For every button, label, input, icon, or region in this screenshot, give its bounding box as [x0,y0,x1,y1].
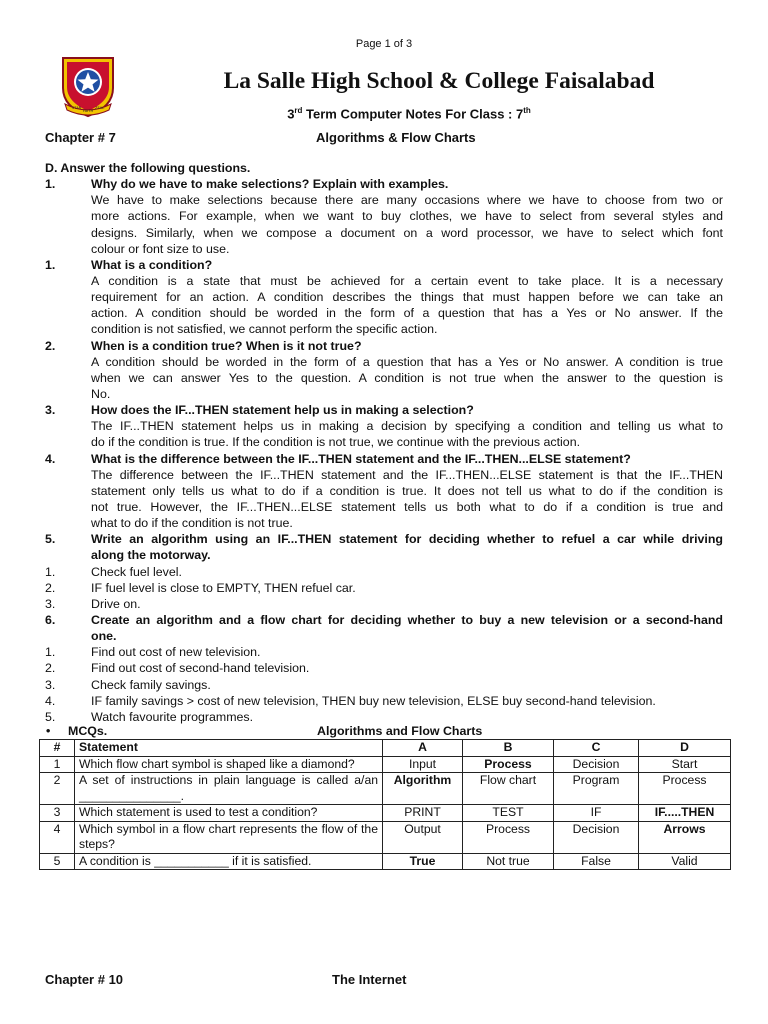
mcq-number: 3 [40,805,75,822]
text-line [45,273,723,289]
line-text: one. [91,629,117,644]
text-line [45,451,723,467]
mcq-label: MCQs. [68,724,108,738]
mcq-statement: A set of instructions in plain language is called a/an _______________. [75,773,383,805]
line-text: A condition is a state that must be achieved for a certain event to take place. It is a necessary [91,273,723,288]
mcq-heading [40,723,730,739]
line-text: IF fuel level is close to EMPTY, THEN refuel car. [91,580,356,595]
text-line [45,321,723,337]
text-line [45,483,723,499]
line-text: not true. However, the IF...THEN...ELSE statement tells us both what to do if a condition is true and [91,499,723,514]
next-chapter-number: Chapter # 10 [45,972,124,987]
table-header-cell: # [40,740,75,757]
mcq-table [39,739,731,870]
table-header-row [40,740,731,757]
table-header-cell: A [383,740,463,757]
text-line [45,499,723,515]
table-row [40,756,731,773]
line-text: The difference between the IF...THEN statement and the IF...THEN...ELSE statement is that the IF...THEN [91,467,723,482]
mcq-statement: Which symbol in a flow chart represents the flow of the steps? [75,821,383,853]
item-number: 3. [45,596,56,611]
mcq-option-d: Valid [639,853,731,870]
text-line [45,531,723,547]
line-text: when we can answer Yes to the question. A condition is not true when the answer to the question is [91,370,723,385]
line-text: Create an algorithm and a flow chart for deciding whether to buy a new television or a second-hand [91,612,723,627]
table-header-cell: D [639,740,731,757]
text-line [45,418,723,434]
text-line [45,370,723,386]
mcq-statement: Which flow chart symbol is shaped like a diamond? [75,756,383,773]
line-text: Check fuel level. [91,564,182,579]
text-line [45,628,723,644]
mcq-statement: Which statement is used to test a condition? [75,805,383,822]
line-text: Why do we have to make selections? Explain with examples. [91,177,449,192]
line-text: The IF...THEN statement helps us in making a decision by specifying a condition and telling us what to [91,419,723,434]
line-text: How does the IF...THEN statement help us in making a selection? [91,403,474,418]
text-line [45,693,723,709]
mcq-option-b: TEST [463,805,554,822]
mcq-number: 4 [40,821,75,853]
text-line [45,644,723,660]
line-text: Find out cost of second-hand television. [91,661,310,676]
item-number: 4. [45,693,56,708]
text-line [45,515,723,531]
mcq-option-a: Algorithm [383,773,463,805]
line-text: condition is not satisfied, we cannot perform the specific action. [91,322,438,337]
mcq-option-d: IF.....THEN [639,805,731,822]
item-number: 2. [45,661,56,676]
text-line [45,176,723,192]
text-line [45,225,723,241]
line-text: No. [91,386,111,401]
table-row [40,821,731,853]
item-number: 1. [45,564,56,579]
item-number: 1. [45,177,56,192]
question-lines [45,176,723,725]
item-number: 1. [45,257,56,272]
mcq-title: Algorithms and Flow Charts [317,724,483,738]
mcq-option-b: Not true [463,853,554,870]
mcq-number: 1 [40,756,75,773]
mcq-number: 5 [40,853,75,870]
svg-text:ZEAL: ZEAL [95,106,105,110]
line-text: Find out cost of new television. [91,645,261,660]
line-text: What is a condition? [91,257,213,272]
line-text: Write an algorithm using an IF...THEN statement for deciding whether to refuel a car while driving [91,532,723,547]
item-number: 5. [45,709,56,724]
line-text: What is the difference between the IF...THEN statement and the IF...THEN...ELSE statement? [91,451,631,466]
text-line [45,257,723,273]
line-text: A condition should be worded in the form of a question that has a Yes or No answer. A condition is true [91,354,723,369]
table-row [40,773,731,805]
mcq-option-d: Process [639,773,731,805]
text-line [45,677,723,693]
line-text: Drive on. [91,596,141,611]
text-line [45,580,723,596]
table-row [40,805,731,822]
mcq-option-c: IF [554,805,639,822]
line-text: what to do if the condition is not true. [91,516,293,531]
chapter-title: Algorithms & Flow Charts [316,130,476,145]
table-header-cell: C [554,740,639,757]
bullet-icon: • [46,724,51,738]
line-text: colour or font size to use. [91,241,230,256]
item-number: 2. [45,580,56,595]
text-line [45,289,723,305]
text-line [45,305,723,321]
next-chapter-title: The Internet [332,972,407,987]
line-text: We have to make selections because there are many occasions where we have to choose from two or [91,193,723,208]
item-number: 6. [45,612,56,627]
mcq-option-d: Start [639,756,731,773]
mcq-option-b: Process [463,756,554,773]
mcq-option-d: Arrows [639,821,731,853]
chapter-number: Chapter # 7 [45,130,116,145]
table-row [40,853,731,870]
svg-text:FAITH: FAITH [83,109,94,113]
text-line [45,564,723,580]
section-heading: D. Answer the following questions. [45,161,251,175]
line-text: action. A condition should be worded in the form of a question that has a Yes or No answer. If the [91,306,723,321]
mcq-option-a: Input [383,756,463,773]
text-line [45,596,723,612]
mcq-option-a: True [383,853,463,870]
line-text: IF family savings > cost of new television, THEN buy new television, ELSE buy second-hand television. [91,693,656,708]
mcq-option-c: False [554,853,639,870]
item-number: 1. [45,645,56,660]
line-text: Watch favourite programmes. [91,709,254,724]
text-line [45,354,723,370]
text-line [45,208,723,224]
line-text: more actions. For example, when we want to buy clothes, we have to select from several styles and [91,209,723,224]
item-number: 3. [45,677,56,692]
line-text: along the motorway. [91,548,211,563]
item-number: 5. [45,532,56,547]
text-line [45,660,723,676]
mcq-statement: A condition is ___________ if it is satisfied. [75,853,383,870]
item-number: 3. [45,403,56,418]
school-name: La Salle High School & College Faisalabad [223,68,655,94]
table-header-cell: Statement [75,740,383,757]
table-header-cell: B [463,740,554,757]
svg-text:STAR: STAR [72,106,82,110]
mcq-option-b: Flow chart [463,773,554,805]
text-line [45,612,723,628]
line-text: requirement for an action. A condition describes the things that must happen before we can take an [91,290,723,305]
text-line [45,467,723,483]
questions-section [45,160,723,725]
line-text: designs. Similarly, when we compose a document on a word processor, we have to select which font [91,225,723,240]
page-number: Page 1 of 3 [355,38,413,50]
mcq-option-c: Decision [554,756,639,773]
mcq-option-a: Output [383,821,463,853]
line-text: do if the condition is true. If the condition is not true, we continue with the previous action. [91,435,581,450]
text-line [45,386,723,402]
text-line [45,434,723,450]
line-text: statement only tells us what to do if a condition is true. It does not tell us what to do if the condition is [91,483,723,498]
term-title: 3rd Term Computer Notes For Class : 7th [287,106,531,122]
mcq-number: 2 [40,773,75,805]
text-line [45,402,723,418]
mcq-option-a: PRINT [383,805,463,822]
text-line [45,547,723,563]
item-number: 2. [45,338,56,353]
mcq-option-c: Program [554,773,639,805]
line-text: When is a condition true? When is it not true? [91,338,362,353]
text-line [45,241,723,257]
text-line [45,338,723,354]
text-line [45,192,723,208]
line-text: Check family savings. [91,677,211,692]
mcq-option-b: Process [463,821,554,853]
item-number: 4. [45,451,56,466]
mcq-option-c: Decision [554,821,639,853]
